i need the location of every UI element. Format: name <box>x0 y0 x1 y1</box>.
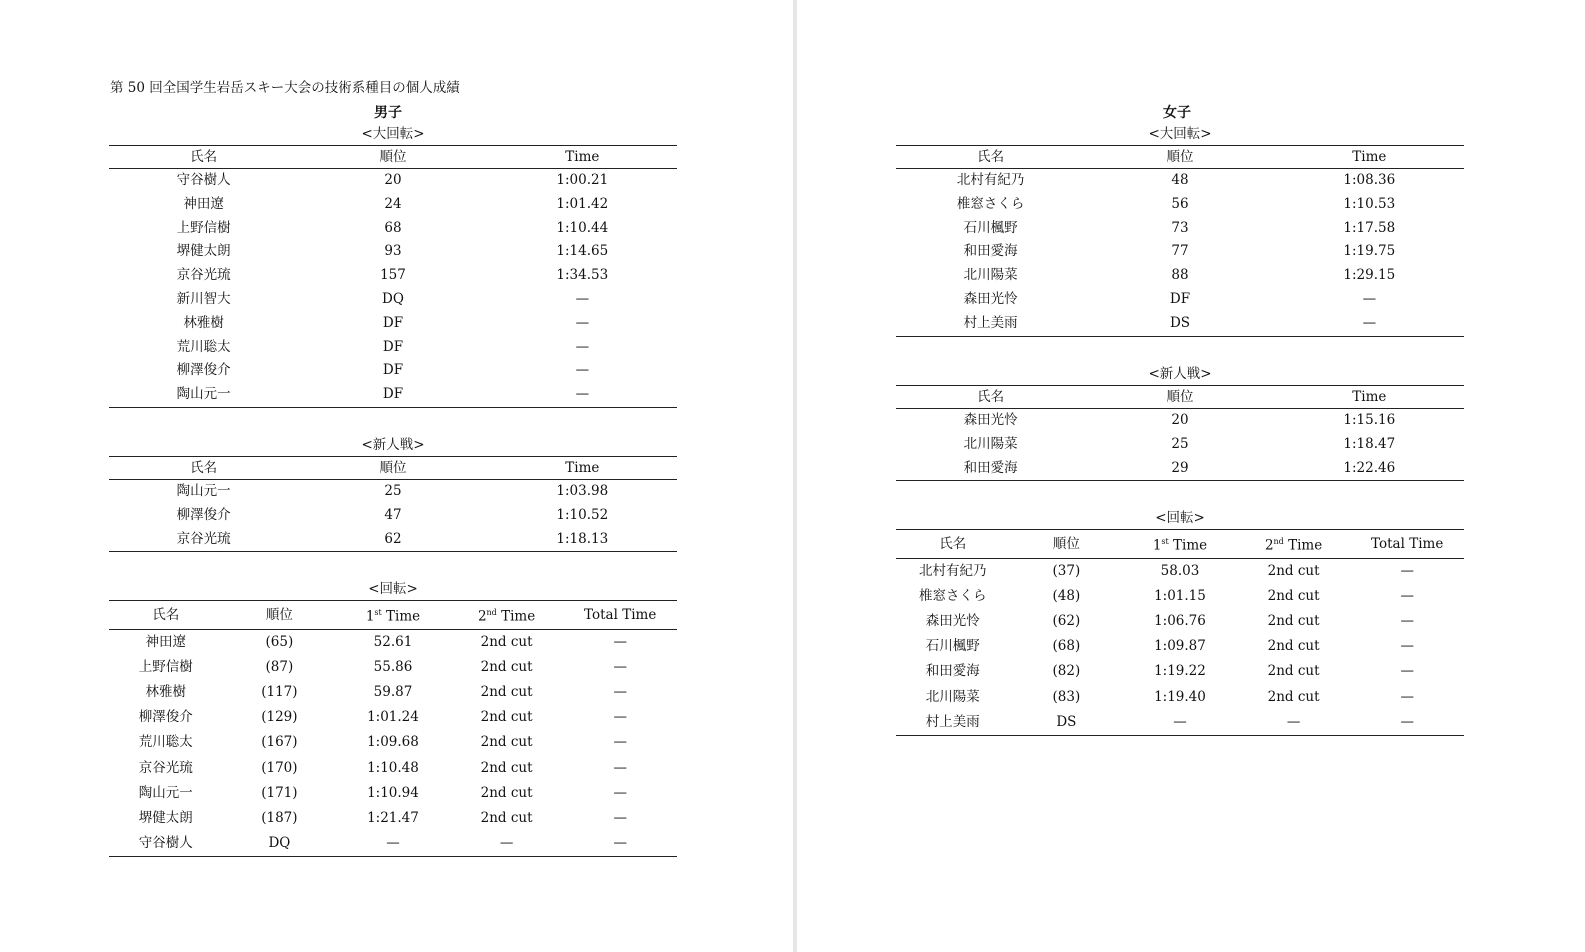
table-cell: 1:14.65 <box>556 243 609 260</box>
men-slalom-caption: <回転> <box>368 581 418 597</box>
women-giant-slalom-block <box>896 123 1464 337</box>
table-row <box>896 169 1464 193</box>
women-giant-slalom-table <box>896 145 1464 337</box>
column-header: 順位 <box>265 606 293 623</box>
table-cell: 68 <box>384 219 402 236</box>
table-row <box>896 609 1464 634</box>
table-row <box>109 359 677 383</box>
table-cell: 柳澤俊介 <box>176 362 231 379</box>
table-cell: 2nd cut <box>480 633 533 650</box>
column-header: Total Time <box>584 606 657 623</box>
table-cell: 1:06.76 <box>1154 612 1206 629</box>
table-cell: 陶山元一 <box>176 483 231 499</box>
table-cell: 2nd cut <box>480 658 533 675</box>
table-cell: (171) <box>261 784 298 801</box>
table-cell: (68) <box>1052 638 1081 655</box>
column-header: 2nd Time <box>477 608 536 625</box>
table-cell: 柳澤俊介 <box>176 506 231 523</box>
table-row <box>896 264 1464 288</box>
table-cell: 1:09.68 <box>367 734 419 751</box>
table-row <box>109 312 677 336</box>
column-header: Time <box>565 149 600 165</box>
table-cell: — <box>575 362 590 379</box>
table-cell: (117) <box>261 683 298 700</box>
table-cell: — <box>336 831 450 857</box>
column-header: Total Time <box>1371 535 1444 552</box>
table-cell: 荒川聡太 <box>138 734 193 751</box>
table-cell: — <box>1400 587 1414 604</box>
table-header-row <box>896 386 1464 409</box>
table-header-row <box>896 530 1464 559</box>
women-rookie-caption: <新人戦> <box>1148 366 1212 382</box>
table-cell: DF <box>1169 290 1191 307</box>
table-row <box>109 217 677 241</box>
men-slalom-table <box>109 600 677 857</box>
table-cell: (37) <box>1052 562 1081 579</box>
table-cell: 56 <box>1171 195 1189 212</box>
men-slalom-block <box>109 578 677 857</box>
table-cell: 55.86 <box>373 658 413 675</box>
table-row <box>109 528 677 552</box>
table-cell: — <box>488 383 677 407</box>
table-row <box>896 312 1464 336</box>
table-cell: 2nd cut <box>480 683 533 700</box>
column-header: Time <box>1352 389 1387 405</box>
table-cell: 1:34.53 <box>556 267 609 284</box>
table-cell: (187) <box>261 809 298 826</box>
table-cell: DF <box>298 383 487 407</box>
table-cell: 2nd cut <box>1267 688 1320 705</box>
table-cell: 柳澤俊介 <box>138 709 193 726</box>
table-cell: 北川陽菜 <box>963 435 1018 452</box>
table-cell: 堺健太朗 <box>138 809 193 826</box>
table-cell: 1:15.16 <box>1343 412 1396 428</box>
column-header: 順位 <box>1166 149 1194 165</box>
table-cell: 新川智大 <box>176 290 231 307</box>
table-cell: 森田光怜 <box>925 612 980 629</box>
women-heading: 女子 <box>1163 105 1191 121</box>
table-cell: 陶山元一 <box>109 383 298 407</box>
table-row <box>109 480 677 504</box>
table-cell: (82) <box>1052 663 1081 680</box>
table-row <box>109 705 677 730</box>
column-header: 順位 <box>379 460 407 476</box>
table-row <box>109 781 677 806</box>
table-row <box>109 831 677 857</box>
table-row <box>896 558 1464 584</box>
table-cell: 神田遼 <box>145 633 187 650</box>
table-cell: 58.03 <box>1160 562 1200 579</box>
table-cell: 1:10.94 <box>367 784 419 801</box>
table-cell: (65) <box>265 633 294 650</box>
table-cell: 73 <box>1171 219 1189 236</box>
table-cell: 北川陽菜 <box>925 688 980 705</box>
table-header-row <box>896 146 1464 169</box>
table-row <box>109 383 677 407</box>
table-cell: — <box>613 809 627 826</box>
table-cell: 25 <box>1171 435 1189 452</box>
table-cell: 椎窓さくら <box>919 587 987 604</box>
table-cell: 47 <box>384 506 402 523</box>
table-cell: 1:18.47 <box>1343 435 1396 452</box>
table-cell: — <box>613 759 627 776</box>
column-header: 氏名 <box>152 606 180 623</box>
table-row <box>896 710 1464 736</box>
table-cell: 上野信樹 <box>138 658 193 675</box>
men-giant-slalom-block <box>109 123 677 408</box>
table-header-row <box>109 146 677 169</box>
table-cell: 上野信樹 <box>176 219 231 236</box>
table-cell: 2nd cut <box>1267 587 1320 604</box>
table-row <box>109 240 677 264</box>
table-row <box>109 288 677 312</box>
column-header: 氏名 <box>190 460 218 476</box>
table-cell: 陶山元一 <box>138 784 193 801</box>
table-cell: (83) <box>1052 688 1081 705</box>
men-rookie-table <box>109 456 677 552</box>
table-row <box>109 806 677 831</box>
column-header: Time <box>1352 149 1387 165</box>
table-cell: 1:22.46 <box>1275 457 1464 481</box>
women-rookie-block <box>896 363 1464 481</box>
table-row <box>896 659 1464 684</box>
table-cell: 椎窓さくら <box>956 195 1025 212</box>
table-cell: 52.61 <box>373 633 413 650</box>
table-cell: 1:10.52 <box>556 506 609 523</box>
table-cell: 59.87 <box>373 683 413 700</box>
table-cell: DF <box>382 338 404 355</box>
table-cell: 2nd cut <box>480 784 533 801</box>
table-row <box>109 169 677 193</box>
table-cell: 京谷光琉 <box>138 759 193 776</box>
table-cell: — <box>575 314 590 331</box>
table-cell: — <box>1362 290 1377 307</box>
table-row <box>896 193 1464 217</box>
table-cell: — <box>575 338 590 355</box>
table-row <box>109 336 677 360</box>
table-cell: 77 <box>1171 243 1189 260</box>
table-row <box>109 655 677 680</box>
table-cell: — <box>1237 710 1351 736</box>
table-row <box>109 193 677 217</box>
table-cell: DQ <box>223 831 337 857</box>
table-cell: 1:10.48 <box>367 759 419 776</box>
column-header: 氏名 <box>939 535 967 552</box>
table-cell: — <box>613 784 627 801</box>
table-cell: 1:18.13 <box>488 528 677 552</box>
table-row <box>109 730 677 755</box>
table-cell: (170) <box>261 759 298 776</box>
table-row <box>896 433 1464 457</box>
table-cell: 2nd cut <box>1267 612 1320 629</box>
table-row <box>896 685 1464 710</box>
column-header: 1st Time <box>365 608 421 625</box>
table-cell: 1:08.36 <box>1343 172 1396 188</box>
table-cell: (129) <box>261 709 298 726</box>
table-cell: 2nd cut <box>480 759 533 776</box>
table-cell: 1:19.22 <box>1154 663 1206 680</box>
table-row <box>896 409 1464 433</box>
table-cell: 1:21.47 <box>367 809 419 826</box>
table-row <box>109 504 677 528</box>
table-cell: 1:01.15 <box>1154 587 1206 604</box>
table-cell: 1:17.58 <box>1343 219 1396 236</box>
women-slalom-table <box>896 529 1464 736</box>
table-cell: 1:19.40 <box>1154 688 1206 705</box>
table-cell: 森田光怜 <box>963 412 1018 428</box>
table-cell: DF <box>382 362 404 379</box>
table-cell: 2nd cut <box>1267 663 1320 680</box>
table-cell: — <box>613 734 627 751</box>
table-cell: 京谷光琉 <box>176 267 231 284</box>
table-cell: 1:00.21 <box>556 172 609 188</box>
table-cell: — <box>613 709 627 726</box>
table-cell: 1:10.53 <box>1343 195 1396 212</box>
table-cell: 石川楓野 <box>925 638 980 655</box>
table-row <box>896 634 1464 659</box>
table-cell: 2nd cut <box>1267 638 1320 655</box>
men-giant-slalom-table <box>109 145 677 408</box>
table-cell: — <box>1123 710 1237 736</box>
table-cell: 2nd cut <box>480 734 533 751</box>
table-cell: 2nd cut <box>480 709 533 726</box>
table-cell: 守谷樹人 <box>176 172 231 188</box>
table-cell: — <box>613 658 627 675</box>
table-cell: 林雅樹 <box>183 314 224 331</box>
table-cell: 2nd cut <box>480 809 533 826</box>
table-cell: 2nd cut <box>1267 562 1320 579</box>
table-row <box>896 240 1464 264</box>
table-cell: (48) <box>1052 587 1081 604</box>
table-cell: (87) <box>265 658 294 675</box>
women-giant-slalom-caption: <大回転> <box>1148 126 1212 142</box>
table-cell: — <box>613 633 627 650</box>
table-cell: — <box>1400 663 1414 680</box>
table-cell: 1:29.15 <box>1343 267 1396 284</box>
table-cell: 和田愛海 <box>963 243 1018 260</box>
table-row <box>109 680 677 705</box>
table-cell: 20 <box>1171 412 1189 428</box>
table-cell: (167) <box>261 734 298 751</box>
column-header: Time <box>565 460 600 476</box>
table-cell: 1:09.87 <box>1154 638 1206 655</box>
table-cell: 1:01.24 <box>367 709 419 726</box>
table-row <box>896 217 1464 241</box>
table-cell: DQ <box>382 290 404 307</box>
men-giant-slalom-caption: <大回転> <box>361 126 425 142</box>
table-row <box>896 584 1464 609</box>
table-cell: — <box>1275 312 1464 336</box>
table-header-row <box>109 601 677 630</box>
table-cell: 25 <box>384 483 402 499</box>
table-cell: 神田遼 <box>183 195 224 212</box>
table-cell: — <box>563 831 677 857</box>
table-cell: 48 <box>1171 172 1189 188</box>
men-rookie-block <box>109 434 677 552</box>
table-cell: 1:19.75 <box>1343 243 1396 260</box>
women-slalom-caption: <回転> <box>1155 510 1205 526</box>
table-cell: 林雅樹 <box>145 683 187 700</box>
table-cell: 石川楓野 <box>963 219 1018 236</box>
table-cell: 93 <box>384 243 402 260</box>
table-cell: — <box>1350 710 1464 736</box>
table-cell: — <box>450 831 564 857</box>
table-cell: 守谷樹人 <box>109 831 223 857</box>
table-row <box>109 756 677 781</box>
table-cell: 北村有紀乃 <box>919 562 987 579</box>
table-cell: 24 <box>384 195 402 212</box>
table-cell: — <box>1400 612 1414 629</box>
table-cell: 京谷光琉 <box>109 528 298 552</box>
women-slalom-block <box>896 507 1464 736</box>
table-cell: 20 <box>384 172 402 188</box>
table-cell: DF <box>382 314 404 331</box>
table-cell: 荒川聡太 <box>176 338 231 355</box>
table-cell: — <box>1400 638 1414 655</box>
men-heading: 男子 <box>374 105 402 121</box>
table-cell: 29 <box>1085 457 1274 481</box>
column-header: 1st Time <box>1152 537 1208 554</box>
table-cell: 1:03.98 <box>556 483 609 499</box>
table-cell: — <box>1400 562 1414 579</box>
column-header: 順位 <box>1052 535 1080 552</box>
table-cell: 村上美雨 <box>896 710 1010 736</box>
table-cell: DS <box>1085 312 1274 336</box>
table-row <box>896 288 1464 312</box>
table-cell: 88 <box>1171 267 1189 284</box>
table-cell: 157 <box>380 267 406 284</box>
table-cell: DS <box>1010 710 1124 736</box>
women-rookie-table <box>896 385 1464 481</box>
table-cell: 森田光怜 <box>963 290 1018 307</box>
document-title: 第 50 回全国学生岩岳スキー大会の技術系種目の個人成績 <box>110 80 460 96</box>
table-cell: — <box>613 683 627 700</box>
column-header: 氏名 <box>977 389 1005 405</box>
table-cell: 和田愛海 <box>925 663 980 680</box>
table-cell: 1:01.42 <box>556 195 609 212</box>
table-row <box>109 629 677 655</box>
column-header: 氏名 <box>190 149 218 165</box>
column-header: 順位 <box>1166 389 1194 405</box>
table-cell: 62 <box>298 528 487 552</box>
document-page-right <box>797 0 1585 952</box>
table-cell: 北川陽菜 <box>963 267 1018 284</box>
men-rookie-caption: <新人戦> <box>361 437 425 453</box>
table-row <box>896 457 1464 481</box>
column-header: 氏名 <box>977 149 1005 165</box>
table-cell: 1:10.44 <box>556 219 609 236</box>
table-cell: 和田愛海 <box>896 457 1085 481</box>
table-cell: 堺健太朗 <box>176 243 231 260</box>
table-cell: — <box>575 290 590 307</box>
table-cell: 村上美雨 <box>896 312 1085 336</box>
table-header-row <box>109 457 677 480</box>
table-cell: 北村有紀乃 <box>956 172 1025 188</box>
table-cell: (62) <box>1052 612 1081 629</box>
table-row <box>109 264 677 288</box>
column-header: 2nd Time <box>1264 537 1323 554</box>
table-cell: — <box>1400 688 1414 705</box>
column-header: 順位 <box>379 149 407 165</box>
